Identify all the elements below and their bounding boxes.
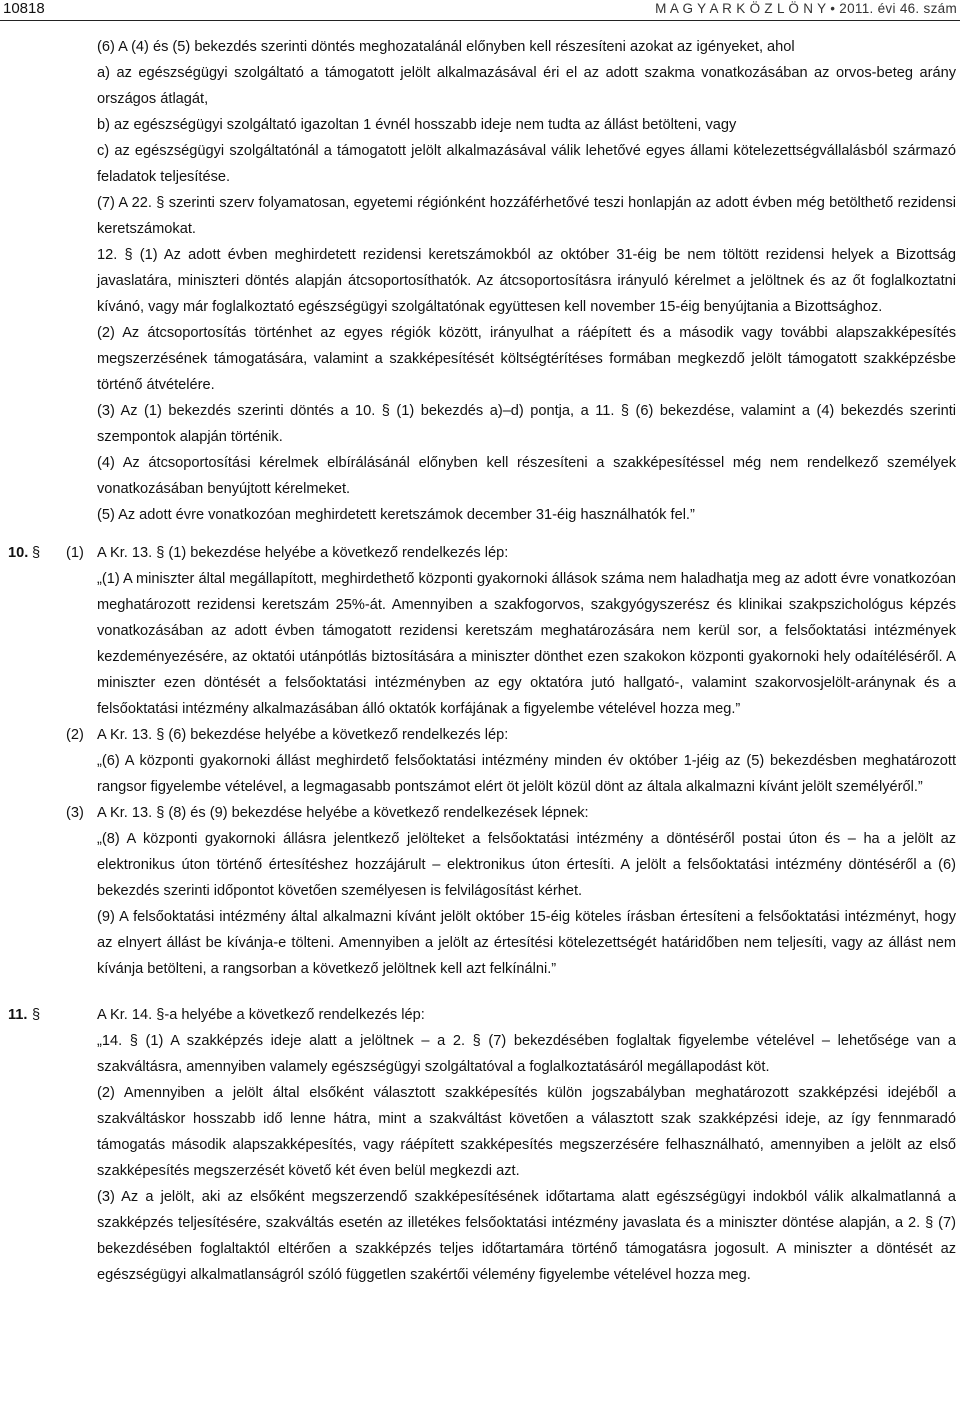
- page-number: 10818: [3, 0, 45, 17]
- amendment-text: „(1) A miniszter által megállapított, meghirdethető központi gyakornoki állások száma nem haladhatja meg az adott évre vonatkozóan meghatározott rezidensi keretszám 25%-át. Amennyiben a szakfogorvos, szakgyógyszerész és klinikai szakpszichológus képzés vonatkozásában az adott évben támogatott rezidensi keretszám meghatározására nem kerül sor, a felsőoktatási intézmények kezdeményezésére, az oktatói utánpótlás biztosítására a miniszter dönthet ezen szakokon központi gyakornoki hely odaítéléséről. A miniszter ezen döntését a felsőoktatási intézményben az egy oktatóra jutó hallgató-, valamint szakorvosjelölt-aránynak és a felsőoktatási intézmény alkalmazásában álló oktatók korfájának a figyelembe vételével hozza meg.”: [97, 571, 956, 717]
- running-title: M A G Y A R K Ö Z L Ö N Y • 2011. évi 46. szám: [655, 1, 957, 16]
- point-c: c) az egészségügyi szolgáltatónál a támogatott jelölt alkalmazásával válik lehetővé egyes állami kötelezettségvállalásból származó feladatok teljesítése.: [97, 143, 956, 185]
- subsection-1: [0, 540, 960, 722]
- section-12-paragraph-3: (3) Az (1) bekezdés szerinti döntés a 10. § (1) bekezdés a)–d) pontja, a 11. § (6) bekezdése, valamint a (4) bekezdés szerinti szempontok alapján történik.: [97, 403, 956, 445]
- subsection-number: (2): [66, 727, 84, 743]
- subsection-intro: A Kr. 13. § (6) bekezdése helyébe a következő rendelkezés lép:: [97, 727, 509, 743]
- amendment-text: „(6) A központi gyakornoki állást meghirdető felsőoktatási intézmény minden év október 1-jéig az (5) bekezdésben meghatározott rangsor figyelembe vételével, a legmagasabb pontszámot elért öt jelölt közül dönt az általa alkalmazni kívánt jelölt személyéről.”: [97, 753, 956, 795]
- section-sign: §: [32, 1007, 41, 1023]
- subsection-number: (3): [66, 805, 84, 821]
- point-a: a) az egészségügyi szolgáltató a támogatott jelölt alkalmazásával éri el az adott szakma vonatkozásában az orvos-beteg arány országos átlagát,: [97, 65, 956, 107]
- amendment-text: (2) Amennyiben a jelölt által elsőként választott szakképesítés külön jogszabályban meghatározott szakképzési idejéből a szakváltáskor hosszabb idő lenne hátra, mint a szakváltást követően a választott szak szakképzési ideje, az így fennmaradó támogatás második alapszakképesítés, vagy ráépített szakképesítés megszerzésére felhasználható, amennyiben a jelölt az első szakképesítés megszerzését követő két éven belül megkezdi azt.: [97, 1085, 956, 1179]
- amendment-text: (9) A felsőoktatási intézmény által alkalmazni kívánt jelölt október 15-éig köteles írásban értesíteni a felsőoktatási intézményt, hogy az elnyert állást be kívánja-e tölteni. Amennyiben a jelölt az értesítési kötelezettségét határidőben nem teljesíti, vagy az állást nem kívánja betölteni, a rangsorban a következő jelöltnek kell azt felkínálni.”: [97, 909, 956, 977]
- section-12-paragraph-5: (5) Az adott évre vonatkozóan meghirdetett keretszámok december 31-éig használhatók fel.”: [97, 507, 695, 523]
- paragraph-7: (7) A 22. § szerinti szerv folyamatosan, egyetemi régiónként hozzáférhetővé teszi honlapján az adott évben még betölthető rezidensi keretszámokat.: [97, 195, 956, 237]
- amendment-text: „14. § (1) A szakképzés ideje alatt a jelöltnek – a 2. § (7) bekezdésében foglaltak figyelembe vételével – lehetősége van a szakváltásra, amennyiben valamely egészségügyi szolgáltatóval a foglalkoztatásáról megállapodást köt.: [97, 1033, 956, 1075]
- section-10: [0, 540, 960, 982]
- subsection-number: (1): [66, 545, 84, 561]
- paragraph-6: (6) A (4) és (5) bekezdés szerinti döntés meghozatalánál előnyben kell részesíteni azokat az igényeket, ahol: [97, 39, 795, 55]
- subsection-intro: A Kr. 13. § (8) és (9) bekezdése helyébe a következő rendelkezések lépnek:: [97, 805, 589, 821]
- subsection-3: [0, 800, 960, 982]
- section-12-paragraph-2: (2) Az átcsoportosítás történhet az egyes régiók között, irányulhat a ráépített és a második vagy további alapszakképesítés megszerzésének támogatására, valamint a szakképesítését költségtérítéses formában megkezdő jelölt támogatott szakképzésbe történő átvételére.: [97, 325, 956, 393]
- section-11: [0, 1002, 960, 1288]
- page-header: [0, 0, 960, 26]
- section-12-paragraph-1: 12. § (1) Az adott évben meghirdetett rezidensi keretszámokból az október 31-éig be nem töltött rezidensi helyek a Bizottság javaslatára, miniszteri döntés alapján átcsoportosíthatók. Az átcsoportosításra irányuló kérelmet a jelöltnek és az őt foglalkoztatni kívánó, vagy már foglalkoztató egészségügyi szolgáltatónak együttesen kell november 15-éig benyújtania a Bizottsághoz.: [97, 247, 956, 315]
- subsection-2: [0, 722, 960, 800]
- section-intro: A Kr. 14. §-a helyébe a következő rendelkezés lép:: [97, 1007, 425, 1023]
- amendment-text: „(8) A központi gyakornoki állásra jelentkező jelölteket a felsőoktatási intézmény a döntéséről postai úton és – ha a jelölt az elektronikus úton történő értesítéshez hozzájárult – elektronikus úton értesíti. A jelölt a felsőoktatási intézmény döntéséről a (6) bekezdés szerinti időpontot követően személyesen is felvilágosítást kérhet.: [97, 831, 956, 899]
- amendment-text: (3) Az a jelölt, aki az elsőként megszerzendő szakképesítésének időtartama alatt egészségügyi indokból válik alkalmatlanná a szakképzés teljesítésére, szakváltás esetén az illetékes felsőoktatási intézmény javaslata és a miniszter döntése alapján, a 2. § (7) bekezdésében foglaltaktól eltérően a szakképzés teljes időtartamára történő támogatásra jogosult. A miniszter a döntését az egészségügyi alkalmatlanságról szóló független szakértői vélemény figyelembe vételével hozza meg.: [97, 1189, 956, 1283]
- document-body: [0, 34, 960, 1288]
- header-rule: [0, 20, 960, 21]
- point-b: b) az egészségügyi szolgáltató igazoltan 1 évnél hosszabb ideje nem tudta az állást betölteni, vagy: [97, 117, 737, 133]
- section-sign: §: [32, 545, 41, 561]
- section-number: 10.: [8, 545, 29, 561]
- subsection-intro: A Kr. 13. § (1) bekezdése helyébe a következő rendelkezés lép:: [97, 545, 509, 561]
- section-number: 11.: [8, 1007, 28, 1023]
- section-12-paragraph-4: (4) Az átcsoportosítási kérelmek elbírálásánál előnyben kell részesíteni a szakképesítéssel még nem rendelkező személyek vonatkozásában benyújtott kérelmeket.: [97, 455, 956, 497]
